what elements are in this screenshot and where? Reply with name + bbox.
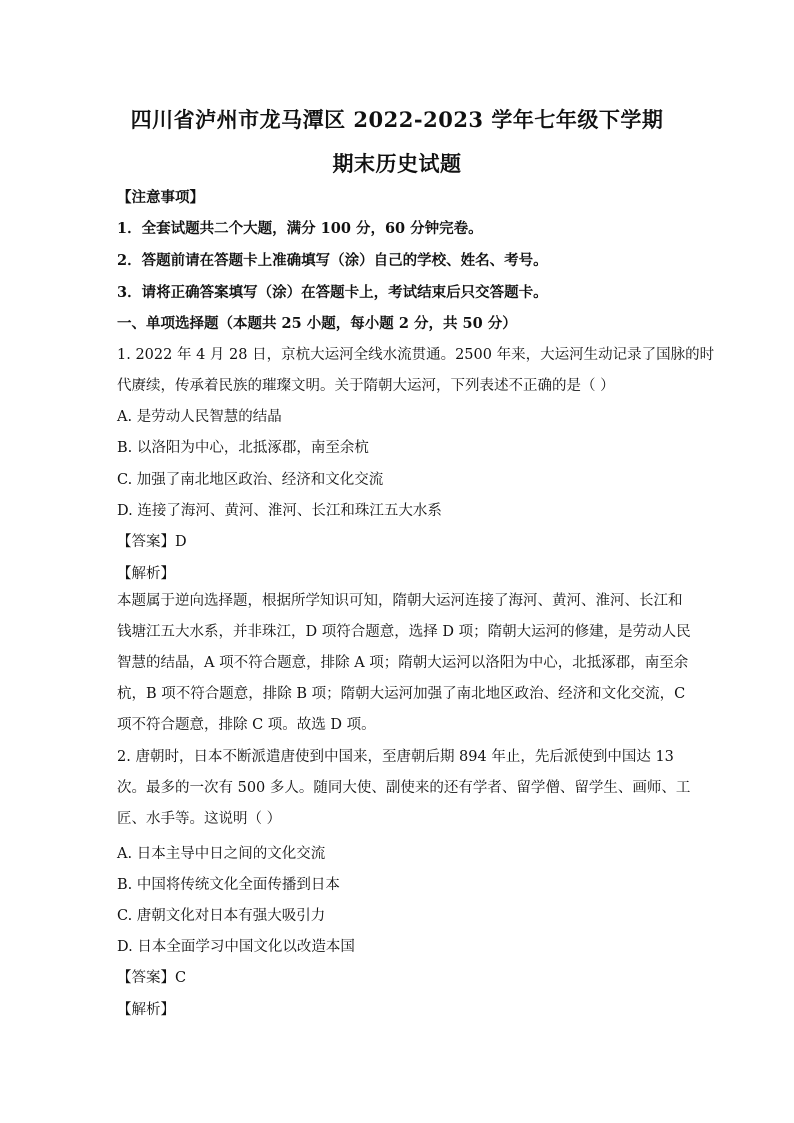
analysis-line: 智慧的结晶，A 项不符合题意，排除 A 项；隋朝大运河以洛阳为中心，北抵涿郡，南至余 [117, 655, 689, 671]
analysis-line: 项不符合题意，排除 C 项。故选 D 项。 [117, 717, 376, 733]
stem-line: 匠、水手等。这说明（ ） [117, 811, 282, 827]
question-1-analysis [117, 586, 691, 741]
question-1-stem-line: 代赓续，传承着民族的璀璨文明。关于隋朝大运河，下列表述不正确的是（ ） [117, 378, 615, 394]
question-2-analysis-heading: 【解析】 [117, 1002, 175, 1018]
question-2-option-a: A. 日本主导中日之间的文化交流 [117, 846, 326, 862]
notice-item: 1．全套试题共二个大题，满分 100 分，60 分钟完卷。 [117, 220, 483, 237]
question-1-stem-line: 1. 2022 年 4 月 28 日，京杭大运河全线水流贯通。2500 年来，大运河生动记录了国脉的时 [117, 347, 715, 363]
question-1-analysis-heading: 【解析】 [117, 566, 175, 582]
question-2-option-c: C. 唐朝文化对日本有强大吸引力 [117, 908, 326, 924]
question-1-answer: 【答案】D [117, 534, 187, 550]
stem-line: 次。最多的一次有 500 多人。随同大使、副使来的还有学者、留学僧、留学生、画师、工 [117, 780, 691, 796]
notice-heading: 【注意事项】 [117, 189, 204, 206]
exam-title: 四川省泸州市龙马潭区 2022-2023 学年七年级下学期 [130, 107, 664, 132]
question-1-option-b: B. 以洛阳为中心，北抵涿郡，南至余杭 [117, 440, 369, 456]
section-heading: 一、单项选择题（本题共 25 小题，每小题 2 分，共 50 分） [117, 315, 517, 332]
question-1-option-a: A. 是劳动人民智慧的结晶 [117, 409, 282, 425]
analysis-line: 杭，B 项不符合题意，排除 B 项；隋朝大运河加强了南北地区政治、经济和文化交流，C [117, 686, 686, 702]
question-1-option-d: D. 连接了海河、黄河、淮河、长江和珠江五大水系 [117, 503, 442, 519]
question-2-answer: 【答案】C [117, 970, 187, 986]
question-1-option-c: C. 加强了南北地区政治、经济和文化交流 [117, 472, 384, 488]
exam-subtitle: 期末历史试题 [332, 151, 462, 176]
question-2-option-b: B. 中国将传统文化全面传播到日本 [117, 877, 340, 893]
analysis-line: 钱塘江五大水系，并非珠江，D 项符合题意，选择 D 项；隋朝大运河的修建，是劳动人民 [117, 624, 691, 640]
analysis-line: 本题属于逆向选择题，根据所学知识可知，隋朝大运河连接了海河、黄河、淮河、长江和 [117, 593, 683, 609]
stem-line: 2. 唐朝时，日本不断派遣唐使到中国来，至唐朝后期 894 年止，先后派使到中国达 13 [117, 749, 674, 765]
notice-item: 2．答题前请在答题卡上准确填写（涂）自己的学校、姓名、考号。 [117, 252, 548, 269]
question-2-stem [117, 742, 691, 835]
notice-item: 3．请将正确答案填写（涂）在答题卡上，考试结束后只交答题卡。 [117, 284, 548, 301]
question-2-option-d: D. 日本全面学习中国文化以改造本国 [117, 939, 355, 955]
